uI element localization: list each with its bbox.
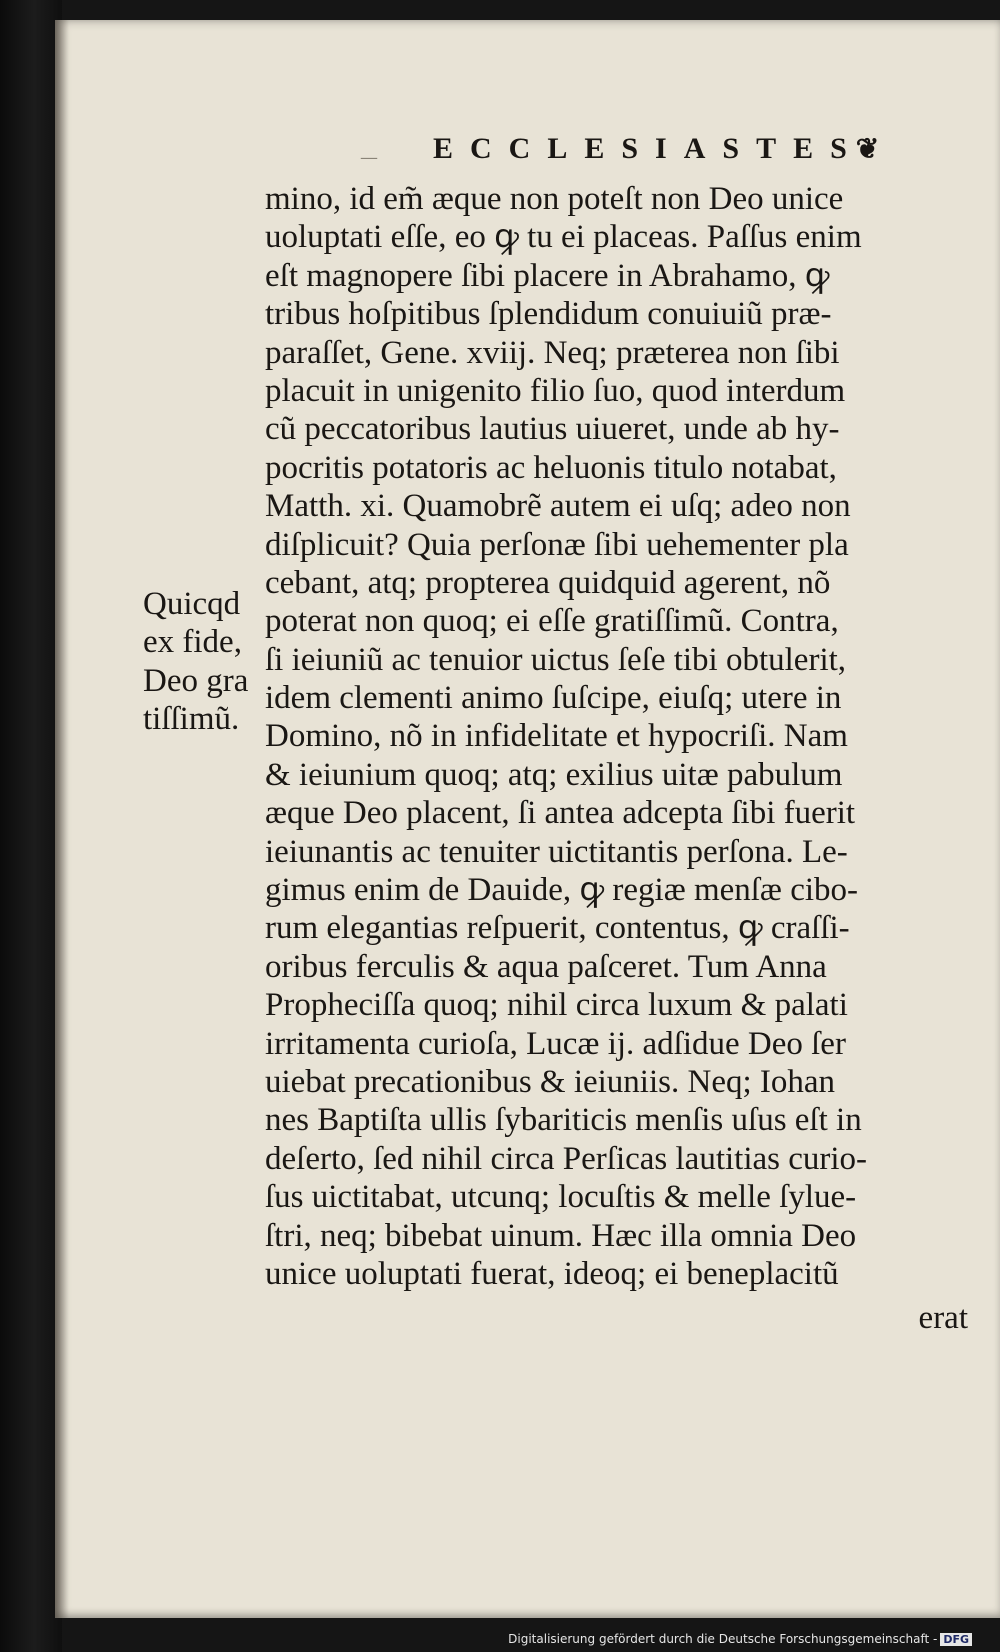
text-line: uiebat precationibus & ieiuniis. Neq; Iohan: [265, 1063, 836, 1100]
text-line: idem clementi animo ſuſcipe, eiuſq; utere in: [265, 680, 842, 717]
running-head: [433, 132, 896, 166]
digitization-credit: [508, 1632, 972, 1646]
text-line: paraſſet, Gene. xviij. Neq; præterea non ſibi: [265, 334, 840, 371]
marginal-note: [143, 585, 248, 739]
text-line: ſtri, neq; bibebat uinum. Hæc illa omnia Deo: [265, 1217, 857, 1254]
text-line: deſerto, ſed nihil circa Perſicas lautitias curio-: [265, 1140, 868, 1177]
text-line: æque Deo placent, ſi antea adcepta ſibi fuerit: [265, 795, 856, 832]
catchword: erat: [918, 1300, 968, 1336]
page-gutter-shadow: [55, 20, 69, 1618]
text-line: & ieiunium quoq; atq; exilius uitæ pabulum: [265, 756, 843, 793]
text-line: cũ peccatoribus lautius uiueret, unde ab hy-: [265, 411, 840, 448]
text-line: unice uoluptati fuerat, ideoq; ei beneplacitũ: [265, 1255, 839, 1292]
marginal-note-line: Deo gra: [143, 662, 249, 699]
fleuron-icon: ❦: [855, 134, 897, 165]
text-line: rum elegantias reſpuerit, contentus, ꝙ craſſi-: [265, 910, 850, 947]
text-line: tribus hoſpitibus ſplendidum conuiuiũ præ-: [265, 296, 832, 333]
text-line: placuit in unigenito filio ſuo, quod interdum: [265, 372, 846, 409]
text-line: cebant, atq; propterea quidquid agerent, nõ: [265, 564, 831, 601]
text-line: Domino, nõ in infidelitate et hypocriſi. Nam: [265, 718, 848, 755]
text-line: mino, id em̃ æque non poteſt non Deo unice: [265, 181, 844, 217]
running-head-dash: —: [360, 147, 378, 168]
book-page: [55, 20, 1000, 1618]
text-line: poterat non quoq; ei eſſe gratiſſimũ. Contra,: [265, 603, 839, 640]
text-line: eſt magnopere ſibi placere in Abrahamo, ꝙ: [265, 257, 830, 294]
marginal-note-line: Quicqd: [143, 586, 241, 622]
text-line: uoluptati eſſe, eo ꝙ tu ei placeas. Paſſus enim: [265, 219, 862, 256]
book-edge: [0, 0, 62, 1652]
text-line: pocritis potatoris ac heluonis titulo notabat,: [265, 449, 837, 486]
text-line: ſus uictitabat, utcunq; locuſtis & melle ſylue-: [265, 1179, 857, 1216]
text-line: irritamenta curioſa, Lucæ ij. adſidue Deo ſer: [265, 1025, 846, 1062]
text-line: nes Baptiſta ullis ſybariticis menſis uſus eſt in: [265, 1102, 862, 1139]
text-line: ieiunantis ac tenuiter uictitantis perſona. Le-: [265, 833, 848, 870]
text-line: oribus ferculis & aqua paſceret. Tum Anna: [265, 948, 827, 985]
marginal-note-line: ex fide,: [143, 624, 242, 661]
credit-text: Digitalisierung gefördert durch die Deutsche Forschungsgemeinschaft -: [508, 1632, 938, 1646]
text-line: Propheciſſa quoq; nihil circa luxum & palati: [265, 987, 848, 1024]
marginal-note-line: tiſſimũ.: [143, 701, 240, 738]
text-line: ſi ieiuniũ ac tenuior uictus ſeſe tibi obtulerit,: [265, 641, 847, 678]
text-line: diſplicuit? Quia perſonæ ſibi uehementer pla: [265, 526, 849, 563]
text-line: Matth. xi. Quamobrẽ autem ei uſq; adeo non: [265, 488, 851, 525]
text-line: gimus enim de Dauide, ꝙ regiæ menſæ cibo-: [265, 872, 859, 909]
main-text: [265, 180, 977, 1293]
running-head-title: ECCLESIASTES: [433, 132, 864, 165]
dfg-logo: DFG: [940, 1633, 972, 1646]
